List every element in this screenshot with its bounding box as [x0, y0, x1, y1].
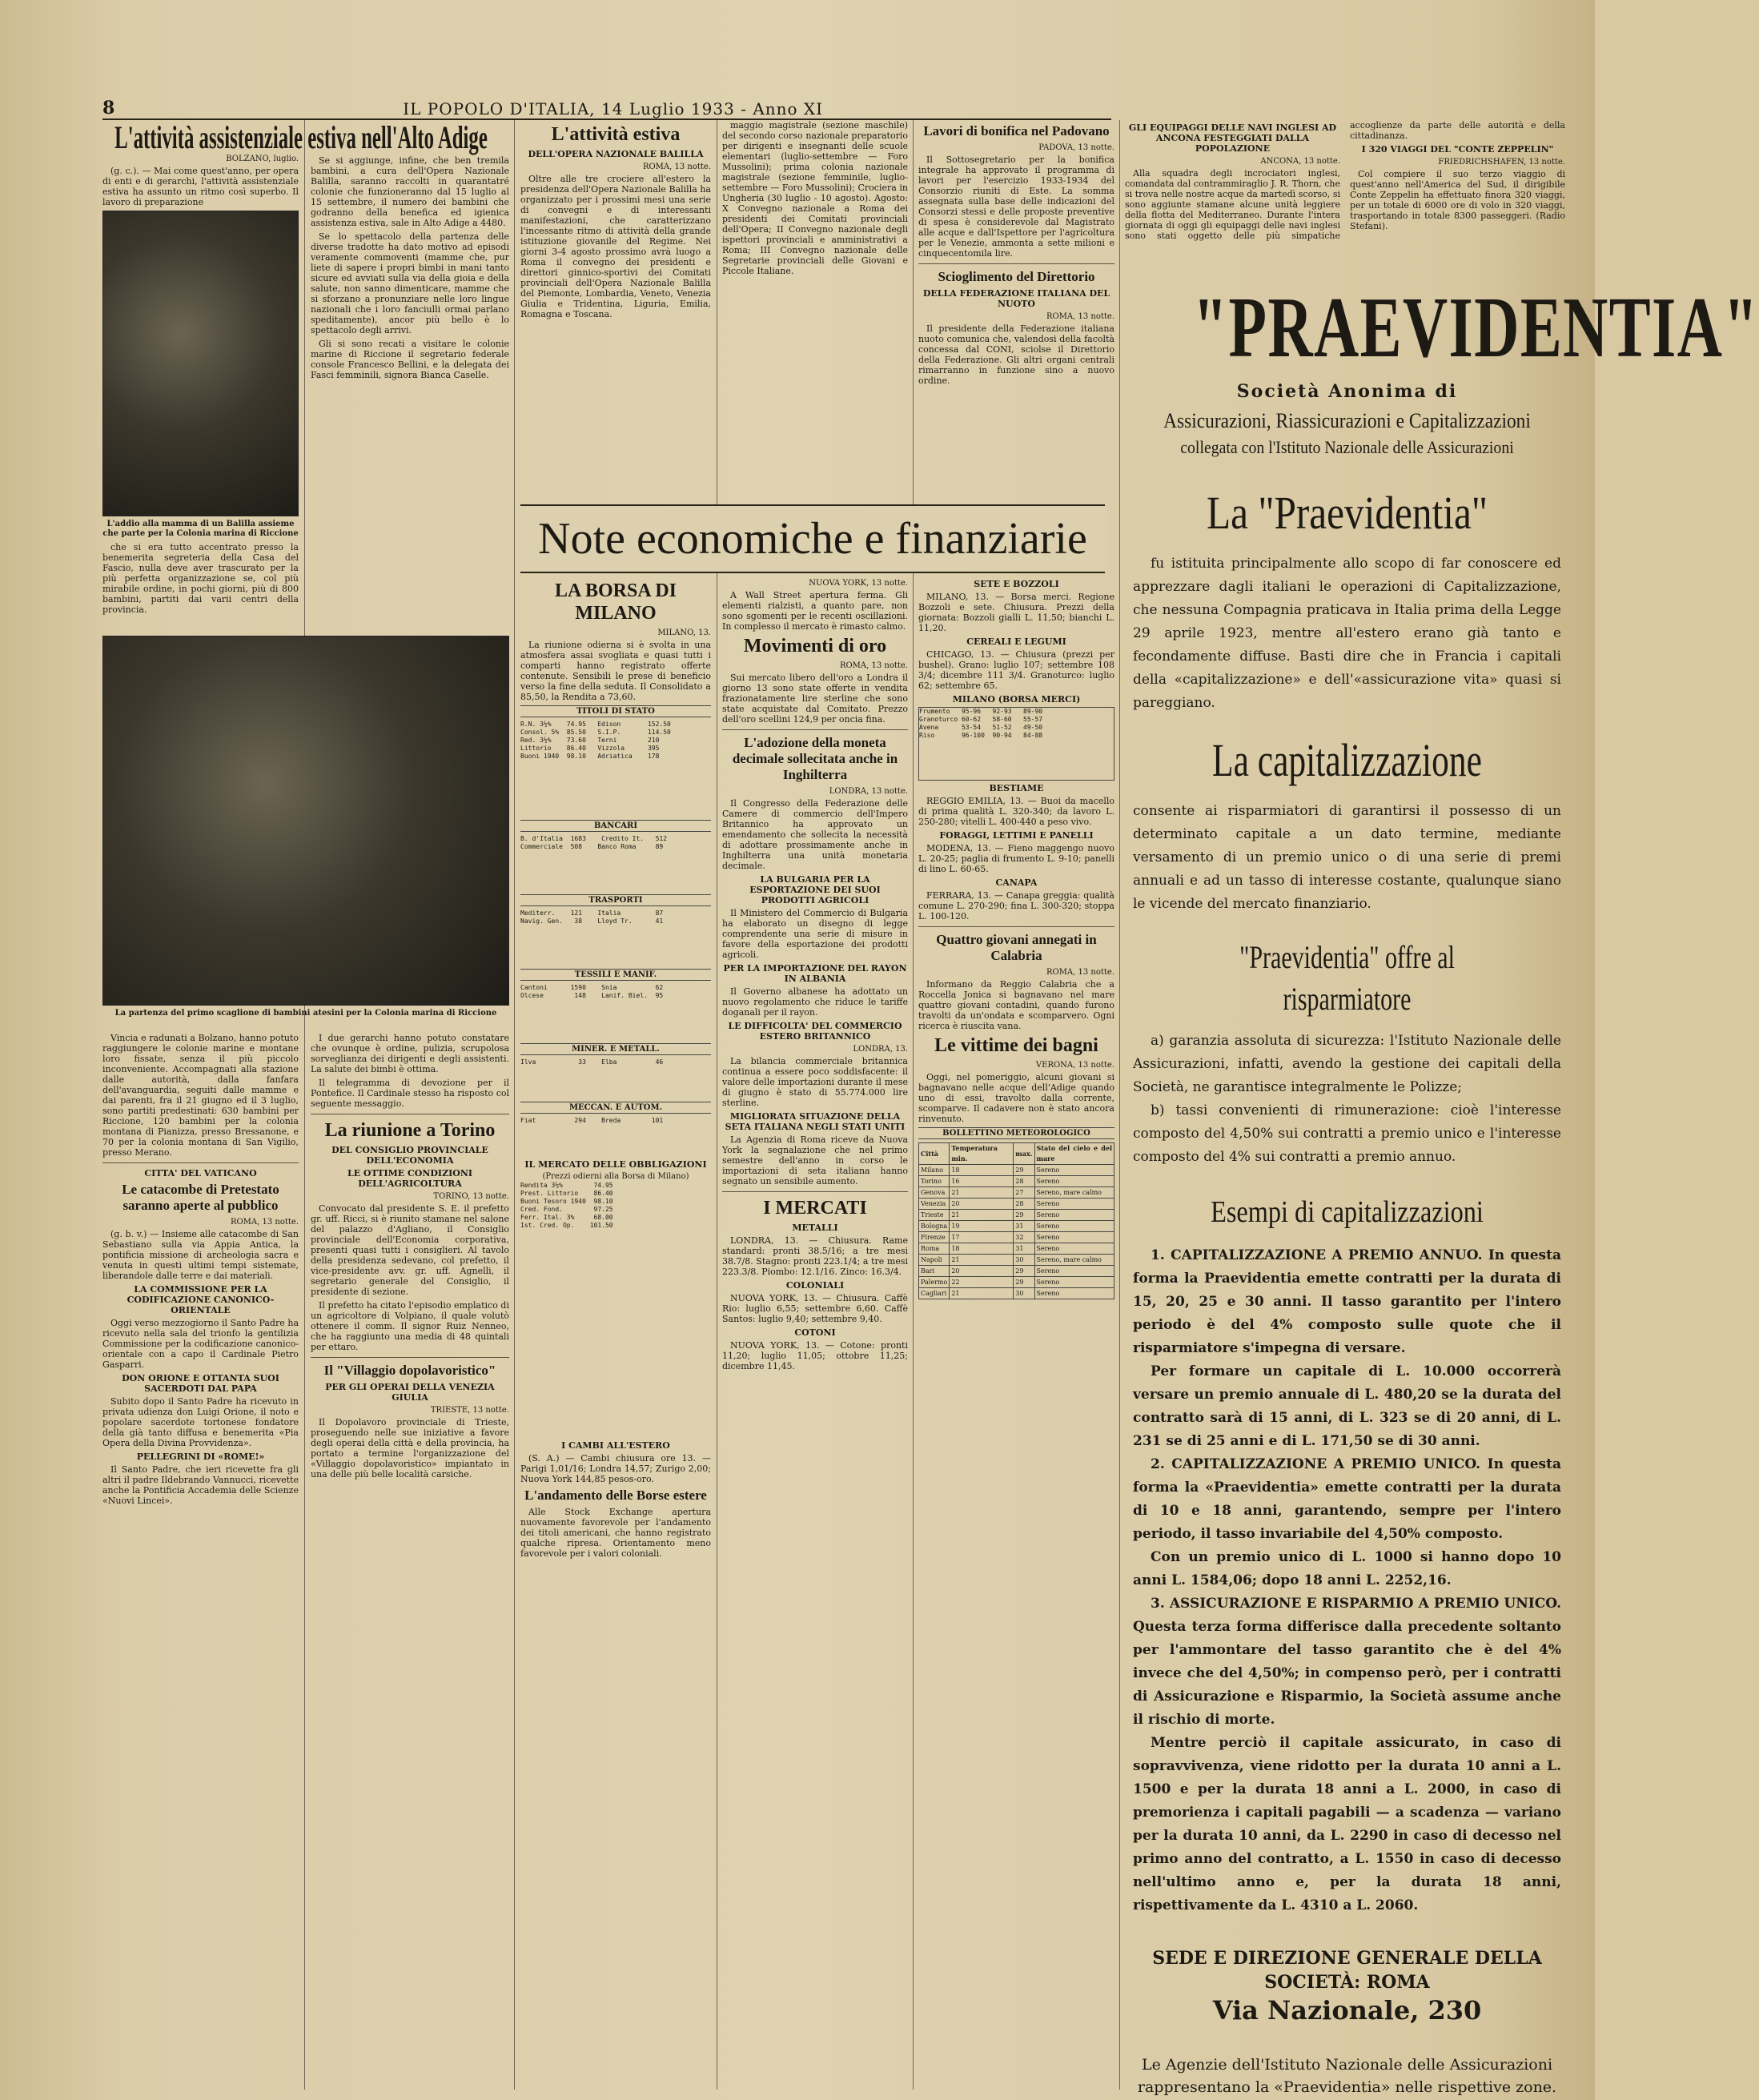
- column-mercati: [918, 576, 1114, 2090]
- dateline: ROMA, 13 notte.: [230, 1218, 299, 1227]
- article-body: A Wall Street apertura ferma. Gli elementi rialzisti, a quanto pare, non sono sgomenti per le recenti oscillazioni. In complesso il mercato è rimasto calmo.: [722, 590, 908, 632]
- article-title-borse-estere: L'andamento delle Borse estere: [524, 1488, 707, 1503]
- table-row: Napoli 21 30 Sereno, mare calmo: [919, 1255, 1114, 1266]
- dateline: ROMA, 13 notte.: [1046, 968, 1114, 977]
- table-row: Trieste 21 29 Sereno: [919, 1210, 1114, 1221]
- article-title-alto-adige: L'attività assistenziale estiva nell'Alto Adige: [114, 119, 488, 155]
- article-body: Gli si sono recati a visitare le colonie marine di Riccione il segretario federale console Francesco Bellini, e la delegata dei Fasci femminili, signora Bianca Caselle.: [311, 339, 509, 380]
- article-body: I due gerarchi hanno potuto constatare che ovunque è ordine, pulizia, scrupolosa sorveglianza dei dirigenti e degli assistenti. La salute dei bimbi è ottima.: [311, 1033, 509, 1074]
- article-body: Col compiere il suo terzo viaggio di quest'anno nell'America del Sud, il dirigibile Conte Zeppelin ha effettuato finora 320 viaggi, per un totale di 6000 ore di volo in 320 viaggi, trasportando in totale 8300 passeggeri. (Radio Stefani).: [1350, 169, 1565, 231]
- article-body: Se si aggiunge, infine, che ben tremila bambini, a cura dell'Opera Nazionale Balilla, saranno raccolti in quarantatré colonie che funzioneranno dal 15 luglio al 15 settembre, il numero dei bambini che godranno della benefica ed igienica assistenza estiva, sale in Alto Adige a 4480.: [311, 155, 509, 228]
- article-body: La riunione odierna si è svolta in una atmosfera assai svogliata e quasi tutti i comparti hanno registrato offerte contenute. Sensibili le prese di beneficio verso la fine della seduta. Il Consolidato a 85,50, la Rendita a 73,60.: [520, 640, 711, 702]
- subhead: COLONIALI: [785, 1280, 845, 1291]
- subhead: CANAPA: [995, 877, 1038, 888]
- article-body: Il Congresso della Federazione delle Camere di commercio dell'Impero Britannico ha approvato un emendamento che sollecita la necessità di adottare prossimamente anche in Inghilterra una unità monetaria decimale.: [722, 798, 908, 871]
- column-5-top: [918, 120, 1114, 496]
- stock-table: R.N. 3½% 74.95 Edison 152.50 Consol. 5% 85.50 S.I.P. 114.50 Red. 3½% 73.60 Terni 210 Littorio 86.40 Vizzola 395 Buoni 1940 98.10 Adriatica 178: [520, 721, 671, 760]
- article-body: Oltre alle tre crociere all'estero la presidenza dell'Opera Nazionale Balilla ha organizzato per i prossimi mesi una serie di convegni e di interessanti manifestazioni, che caratterizzano l'incessante ritmo di attività della grande istituzione giovanile del Regime. Nei giorni 3-4 agosto prossimo avrà luogo a Roma il convegno dei presidenti e direttori ginnico-sportivi dei Comitati provinciali dell'Opera Nazionale Balilla del Piemonte, Lombardia, Veneto, Venezia Giulia e Tridentina, Liguria, Emilia, Romagna e Toscana.: [520, 174, 711, 319]
- article-body: MILANO, 13. — Borsa merci. Regione Bozzoli e sete. Chiusura. Prezzi della giornata: Bozzoli gialli L. 11,50; bianchi L. 11,20.: [918, 592, 1114, 633]
- section-title-mercati: I MERCATI: [763, 1198, 867, 1219]
- article-title-moneta-decimale: L'adozione della moneta decimale sollecitata anche in Inghilterra: [732, 735, 898, 782]
- subhead: SETE E BOZZOLI: [974, 579, 1059, 589]
- article-body: La Agenzia di Roma riceve da Nuova York la segnalazione che nel primo semestre dell'anno in corso le importazioni di seta italiana hanno segnato un sensibile aumento.: [722, 1134, 908, 1187]
- table-row: Firenze 17 32 Sereno: [919, 1232, 1114, 1243]
- article-body: (S. A.) — Cambi chiusura ore 13. — Parigi 1,01/16; Londra 14,57; Zurigo 2,00; Nuova York 144,85 pesos-oro.: [520, 1453, 711, 1484]
- section-vatican: CITTA' DEL VATICANO: [144, 1168, 257, 1178]
- dateline: ANCONA, 13 notte.: [1260, 157, 1340, 166]
- subhead: FORAGGI, LETTIMI E PANELLI: [939, 830, 1094, 841]
- ad-subtitle: Società Anonima di: [1236, 381, 1458, 402]
- subhead: LE OTTIME CONDIZIONI DELL'AGRICOLTURA: [347, 1168, 473, 1189]
- photo-caption: La partenza del primo scaglione di bambini atesini per la Colonia marina di Riccione: [114, 1009, 497, 1018]
- column-rule: [1119, 120, 1120, 2090]
- dateline: LONDRA, 13 notte.: [829, 787, 908, 796]
- article-body: La bilancia commerciale britannica continua a essere poco soddisfacente: il valore delle importazioni durante il mese di giugno è stato di 55.774.000 lire sterline.: [722, 1056, 908, 1108]
- article-body: Il Sottosegretario per la bonifica integrale ha approvato il programma di lavori per l'esercizio 1933-1934 del Consorzio riuniti di Este. La somma assegnata sulla base delle indicazioni del Consorzi stessi e delle proposte preventive di spesa è considerevole dal Magistrato alle acque e dall'Ispettore per l'agricoltura per le Venezie, ammonta a sette milioni e cinquecentomila lire.: [918, 155, 1114, 259]
- article-title-cambi-estero: I CAMBI ALL'ESTERO: [561, 1440, 670, 1451]
- subhead: DELLA FEDERAZIONE ITALIANA DEL NUOTO: [922, 288, 1110, 309]
- column-3-top: [520, 120, 711, 496]
- column-rule: [913, 120, 914, 2090]
- ad-brand: "PRAEVIDENTIA": [1192, 280, 1759, 375]
- ad-subtitle: collegata con l'Istituto Nazionale delle Assicurazioni: [1180, 437, 1514, 457]
- article-title-calabria: Quattro giovani annegati in Calabria: [936, 932, 1097, 963]
- ad-paragraph: Con un premio unico di L. 1000 si hanno dopo 10 anni L. 1584,06; dopo 18 anni L. 2252,16.: [1133, 1549, 1561, 1588]
- table-row: Venezia 20 28 Sereno: [919, 1199, 1114, 1210]
- article-body: Se lo spettacolo della partenza delle diverse tradotte ha dato motivo ad episodi veramente commoventi (mamme che, pur liete di sapere i propri bimbi in mani tanto sicure ed avviati sulla via della gioia e della salute, non sanno dimenticare, mamme che si sforzano a pronunziare nelle loro lingue nazionali che i loro fanciulli ormai parlano speditamente), ancor più bello è lo spettacolo degli arrivi.: [311, 231, 509, 335]
- article-body: CHICAGO, 13. — Chiusura (prezzi per bushel). Grano: luglio 107; settembre 108 3/4; dicembre 111 3/4. Granoturco: luglio 62; settembre 65.: [918, 649, 1114, 691]
- stock-table: Mediterr. 121 Italia 87 Navig. Gen. 38 Lloyd Tr. 41: [520, 909, 664, 925]
- article-title-oro: Movimenti di oro: [743, 636, 887, 657]
- ad-paragraph: 1. CAPITALIZZAZIONE A PREMIO ANNUO. In questa forma la Praevidentia emette contratti per la durata di 15, 20, 25 e 30 anni. Il tasso garantito per l'intero periodo è del 4% composto sulle quote che il risparmiatore s'impegna di versare.: [1133, 1247, 1561, 1356]
- article-title-commercio-britannico: LE DIFFICOLTA' DEL COMMERCIO ESTERO BRITANNICO: [728, 1021, 902, 1042]
- dateline: NUOVA YORK, 13 notte.: [809, 579, 908, 588]
- article-body: Alle Stock Exchange apertura nuovamente favorevole per l'andamento dei titoli americani, che hanno registrato qualche ripresa. Orientamento meno favorevole per i valori coloniali.: [520, 1507, 711, 1559]
- meteo-title: BOLLETTINO METEOROLOGICO: [918, 1127, 1114, 1139]
- ad-address: Via Nazionale, 230: [1212, 1995, 1482, 2026]
- table-row: Cagliari 21 30 Sereno: [919, 1288, 1114, 1299]
- masthead: IL POPOLO D'ITALIA, 14 Luglio 1933 - Anno XI: [403, 99, 824, 118]
- stock-table: Fiat 294 Breda 101: [520, 1117, 664, 1124]
- ad-footer: Le Agenzie dell'Istituto Nazionale delle Assicurazioni rappresentano la «Praevidentia» nelle rispettive zone.: [1137, 2056, 1557, 2096]
- ad-paragraph: a) garanzia assoluta di sicurezza: l'Istituto Nazionale delle Assicurazioni, infatti, avendo la gestione dei capitali della Società, ne garantisce integralmente le Polizze;: [1133, 1033, 1561, 1095]
- column-6-top: [1125, 120, 1565, 280]
- article-body: FERRARA, 13. — Canapa greggia: qualità comune L. 270-290; fina L. 300-320; stoppa L. 100-120.: [918, 890, 1114, 922]
- photo-block-2: [102, 632, 509, 1025]
- article-title-seta: MIGLIORATA SITUAZIONE DELLA SETA ITALIANA NEGLI STATI UNITI: [725, 1111, 906, 1132]
- subhead: DON ORIONE E OTTANTA SUOI SACERDOTI DAL PAPA: [122, 1373, 279, 1394]
- article-title-zeppelin: I 320 VIAGGI DEL "CONTE ZEPPELIN": [1361, 144, 1554, 155]
- article-body: Sui mercato libero dell'oro a Londra il giorno 13 sono state offerte in vendita frazionatamente lire sterline che sono state acquistate dal Comitato. Prezzo dell'oro scellini 124,9 per oncia fina.: [722, 673, 908, 725]
- table-row: Roma 18 31 Sereno: [919, 1243, 1114, 1255]
- article-title-bulgaria: LA BULGARIA PER LA ESPORTAZIONE DEI SUOI PRODOTTI AGRICOLI: [749, 874, 881, 905]
- commodity-table: Frumento 95-96 92-93 89-90 Granoturco 60-62 58-60 55-57 Avena 53-54 51-52 49-50 Riso 96-100 90-94 84-88: [918, 707, 1114, 781]
- article-title-bonifica: Lavori di bonifica nel Padovano: [923, 123, 1110, 139]
- article-body: maggio magistrale (sezione maschile) del secondo corso nazionale preparatorio per dirigenti e insegnanti delle scuole elementari (luglio-settembre — Foro Mussolini); prima colonia nazionale magistrale (sezione femminile, luglio-settembre — Foro Mussolini); Crociera in Ungheria (30 luglio - 10 agosto). Agosto: X Convegno nazionale a Roma dei presidenti dei Comitati provinciali dell'Opera; II Convegno nazionale degli ispettori provinciali e amministrativi a Roma; III Convegno nazionale delle Segretarie provinciali delle Giovani e Piccole Italiane.: [722, 120, 908, 276]
- column-rule: [304, 120, 305, 2090]
- article-body: Oggi verso mezzogiorno il Santo Padre ha ricevuto nella sala del trionfo la gentilizia Commissione per la codificazione canonico-orientale con a capo il Cardinale Pietro Gasparri.: [102, 1318, 299, 1370]
- article-title-bagni: Le vittime dei bagni: [934, 1035, 1098, 1056]
- article-body: Il Governo albanese ha adottato un nuovo regolamento che riduce le tariffe doganali per il rayon.: [722, 986, 908, 1018]
- table-head: BANCARI: [520, 820, 711, 832]
- column-rule: [514, 120, 515, 2090]
- page-header: [102, 94, 1111, 120]
- article-body: LONDRA, 13. — Chiusura. Rame standard: pronti 38.5/16; a tre mesi 38.7/8. Stagno: pronti 223.1/4; a tre mesi 223.3/8. Piombo: 12.1/16. Zinco: 16.3/4.: [722, 1235, 908, 1277]
- ad-paragraph: b) tassi convenienti di rimunerazione: cioè l'interesse composto del 4,50% sui contratti a premio unico e l'interesse composto del 4% sui contratti a premio annuo.: [1133, 1102, 1561, 1165]
- table-row: Palermo 22 29 Sereno: [919, 1277, 1114, 1288]
- table-head: TRASPORTI: [520, 894, 711, 906]
- dateline: ROMA, 13 notte.: [839, 661, 908, 670]
- dateline: TORINO, 13 notte.: [433, 1192, 509, 1201]
- photo-mother-balilla: [102, 211, 299, 516]
- article-body: Vincia e radunati a Bolzano, hanno potuto raggiungere le colonie marine e montane loro fissate, senza il più piccolo inconveniente. Accompagnati alla stazione dalle autorità, dalla fanfara dell'avanguardia, seguiti dalle mamme e dai parenti, fra il 21 giugno ed il 3 luglio, sono partiti predestinati: 630 bambini per Riccione, 120 bambini per la colonia montana di Pianizza, presso Bressanone, e 70 per la colonia montana di San Vigilio, presso Merano.: [102, 1033, 299, 1158]
- subhead: PELLEGRINI DI «ROME!»: [136, 1452, 265, 1462]
- article-body: MODENA, 13. — Fieno maggengo nuovo L. 20-25; paglia di frumento L. 9-10; panelli di lino L. 60-65.: [918, 843, 1114, 874]
- article-body: Oggi, nel pomeriggio, alcuni giovani si bagnavano nelle acque dell'Adige quando uno di essi, travolto dalla corrente, scomparve. Il cadavere non è stato ancora rinvenuto.: [918, 1072, 1114, 1124]
- ad-heading: La "Praevidentia": [1207, 487, 1488, 539]
- table-row: Milano 18 29 Sereno: [919, 1165, 1114, 1176]
- ad-paragraph: Per formare un capitale di L. 10.000 occorrerà versare un premio annuale di L. 480,20 se la durata del contratto sarà di 15 anni, di L. 323 se di 20 anni, di L. 231 se di 25 anni e di L. 171,50 se di 30 anni.: [1133, 1363, 1561, 1449]
- column-4-top: [722, 120, 908, 496]
- article-body: che si era tutto accentrato presso la benemerita segreteria della Casa del Fascio, nulla deve aver trascurato per la più perfetta organizzazione se, col più mirabile ordine, in pochi giorni, più di 800 bambini, partiti dai varii centri della provincia.: [102, 542, 299, 615]
- table-row: Genova 21 27 Sereno, mare calmo: [919, 1187, 1114, 1199]
- table-head: MINER. E METALL.: [520, 1043, 711, 1055]
- subhead: IL MERCATO DELLE OBBLIGAZIONI: [524, 1159, 707, 1170]
- article-title-rayon: PER LA IMPORTAZIONE DEL RAYON IN ALBANIA: [723, 963, 907, 984]
- photo-departure-children: [102, 636, 509, 1006]
- ad-paragraph: 2. CAPITALIZZAZIONE A PREMIO UNICO. In questa forma la «Praevidentia» emette contratti per la durata di 10 e 18 anni, garantendo, sempre per l'intero periodo, il tasso invariabile del 4,50% composto.: [1133, 1456, 1561, 1542]
- subhead: METALLI: [792, 1223, 838, 1233]
- article-title-torino: La riunione a Torino: [324, 1120, 496, 1141]
- ad-paragraph: 3. ASSICURAZIONE E RISPARMIO A PREMIO UNICO. Questa terza forma differisce dalla precedente soltanto per l'ammontare del tasso garantito che è del 4% invece che del 4,50%; in compenso però, per i contratti di Assicurazione e Risparmio, la Società assume anche il rischio di morte.: [1133, 1596, 1561, 1728]
- table-row: Bologna 19 31 Sereno: [919, 1221, 1114, 1232]
- photo-caption: L'addio alla mamma di un Balilla assieme che parte per la Colonia marina di Riccione: [102, 520, 299, 538]
- subhead: COTONI: [794, 1327, 836, 1338]
- ad-heading: La capitalizzazione: [1212, 734, 1482, 786]
- article-title-navi-inglesi: GLI EQUIPAGGI DELLE NAVI INGLESI AD ANCONA FESTEGGIATI DALLA POPOLAZIONE: [1128, 122, 1337, 154]
- ad-sede: SEDE E DIREZIONE GENERALE DELLA SOCIETÀ: ROMA: [1152, 1948, 1542, 1993]
- article-body: Il Ministero del Commercio di Bulgaria ha elaborato un disegno di legge comprendente una serie di misure in favore della esportazione dei prodotti agricoli.: [722, 908, 908, 960]
- ad-heading: Esempi di capitalizzazioni: [1211, 1195, 1484, 1229]
- article-title-nuoto: Scioglimento del Direttorio: [938, 269, 1095, 284]
- article-body: Il telegramma di devozione per il Pontefice. Il Cardinale stesso ha risposto col seguente messaggio.: [311, 1078, 509, 1109]
- article-title-borsa: LA BORSA DI MILANO: [554, 580, 677, 624]
- article-body: Convocato dal presidente S. E. il prefetto gr. uff. Ricci, si è riunito stamane nel salone del palazzo d'Agliano, il Consiglio provinciale dell'Economia corporativa, presenti quasi tutti i consiglieri. Al tavolo della presidenza sedevano, col prefetto, il vice-presidente avv. gr. uff. Agnelli, il segretario generale del Consiglio, il presidente di sezione.: [311, 1203, 509, 1297]
- bonds-table: Rendita 3½% 74.95 Prest. Littorio 86.40 Buoni Tesoro 1940 98.10 Cred. Fond. 97.25 Ferr. Ital. 3% 68.00 Ist. Cred. Op. 101.50: [520, 1182, 613, 1229]
- subhead: PER GLI OPERAI DELLA VENEZIA GIULIA: [325, 1382, 495, 1403]
- meteo-table: Città Temperatura min. max. Stato del cielo e del mare Milano 18 29 Sereno Torino 16 28 Sereno Genova 21 27 Sereno, mare calmo Venezia 20 28 Sereno Trieste 21 29 Sereno Bologna 19 31 Sereno Firenze 17 32 Sereno Roma 18 31 Sereno Napoli 21 30 Sereno, mare calmo Bari 20 29 Sereno Palermo 22 29 Sereno Cagliari 21 30 Sereno: [918, 1142, 1114, 1299]
- table-row: Torino 16 28 Sereno: [919, 1176, 1114, 1187]
- column-2-lower: [311, 1033, 509, 2090]
- dateline: ROMA, 13 notte.: [1046, 312, 1114, 321]
- article-title-dopolavoro: Il "Villaggio dopolavoristico": [323, 1363, 496, 1378]
- dateline: ROMA, 13 notte.: [642, 163, 711, 171]
- dateline: MILANO, 13.: [657, 628, 711, 637]
- page-number: 8: [102, 98, 115, 118]
- article-body: Subito dopo il Santo Padre ha ricevuto in privata udienza don Luigi Orione, il noto e popolare sacerdote tortonese fondatore della già tanto diffusa e benemerita «Pia Opera della Divina Provvidenza».: [102, 1396, 299, 1448]
- subhead: LA COMMISSIONE PER LA CODIFICAZIONE CANONICO-ORIENTALE: [127, 1284, 275, 1315]
- article-body: Informano da Reggio Calabria che a Roccella Jonica si bagnavano nel mare quattro giovani contadini, quando furono travolti da un'ondata e scomparvero. Ogni ricerca è riuscita vana.: [918, 979, 1114, 1031]
- ad-paragraph: consente ai risparmiatori di garantirsi il possesso di un determinato capitale a un dato termine, mediante versamento di un premio unico o di una serie di premi annuali e ad un tasso di interesse costante, qualunque siano le vicende del mercato finanziario.: [1133, 803, 1561, 912]
- article-body: Alla squadra degli incrociatori inglesi, comandata dal contrammiraglio J. R. Thorn, che si trova nelle nostre acque da martedì scorso, si sono aggiunte stamane alcune unità leggiere della flotta del Mediterraneo. Durante l'intera giornata di oggi gli equipaggi delle navi inglesi sono stati oggetto delle più simpatiche accoglienze da parte delle autorità e della cittadinanza.: [1125, 120, 1565, 241]
- ad-heading: "Praevidentia" offre al risparmiatore: [1239, 939, 1455, 1017]
- article-body: REGGIO EMILIA, 13. — Buoi da macello di prima qualità L. 320-340; da lavoro L. 250-280; vitelli L. 400-440 a peso vivo.: [918, 796, 1114, 827]
- article-body: (g. b. v.) — Insieme alle catacombe di San Sebastiano sulla via Appia Antica, la pontificia missione di archeologia sacra e venuta in questi ultimi tempi sistemate, liberandole dalle terre e dai materiali.: [102, 1229, 299, 1281]
- table-head: MECCAN. E AUTOM.: [520, 1102, 711, 1114]
- ad-paragraph: Mentre perciò il capitale assicurato, in caso di sopravvivenza, viene ridotto per la durata 10 anni a L. 1500 e per la durata 18 anni a L. 2000, in caso di premorienza i capitali pagabili — a scadenza — variano per la durata 10 anni, da L. 2290 in caso di decesso nel primo anno del contratto, a L. 1550 in caso di decesso nell'ultimo anno e, per la durata 18 anni, rispettivamente da L. 4310 a L. 2060.: [1133, 1735, 1561, 1913]
- subhead: DEL CONSIGLIO PROVINCIALE DELL'ECONOMIA: [331, 1145, 488, 1166]
- table-head: TESSILI E MANIF.: [520, 969, 711, 981]
- dateline: VERONA, 13 notte.: [1035, 1061, 1114, 1070]
- ad-paragraph: fu istituita principalmente allo scopo di far conoscere ed apprezzare dagli italiani le operazioni di Capitalizzazione, che nessuna Compagnia praticava in Italia prima della Legge 29 aprile 1923, mentre all'estero erano già tanto e fecondamente diffuse. Basti dire che in Francia i capitali della «capitalizzazione» e dell'«assicurazione vita» quasi si pareggiano.: [1133, 556, 1561, 711]
- ad-subtitle: Assicurazioni, Riassicurazioni e Capitalizzazioni: [1163, 409, 1531, 432]
- stock-table: Ilva 33 Elba 46: [520, 1058, 664, 1066]
- subhead: MILANO (BORSA MERCI): [952, 694, 1081, 705]
- column-1-lower: [102, 1033, 299, 2090]
- dateline: BOLZANO, luglio.: [226, 155, 299, 163]
- table-row: Bari 20 29 Sereno: [919, 1266, 1114, 1277]
- subhead: DELL'OPERA NAZIONALE BALILLA: [528, 149, 704, 159]
- dateline: LONDRA, 13.: [853, 1045, 908, 1054]
- table-head: TITOLI DI STATO: [520, 705, 711, 717]
- dateline: PADOVA, 13 notte.: [1038, 143, 1114, 152]
- dateline: FRIEDRICHSHAFEN, 13 notte.: [1438, 158, 1565, 167]
- dateline: TRIESTE, 13 notte.: [430, 1406, 509, 1415]
- subhead: BESTIAME: [989, 783, 1044, 793]
- stock-table: B. d'Italia 1683 Credito It. 512 Commerciale 508 Banco Roma 89: [520, 835, 668, 850]
- column-2-top: [311, 120, 509, 608]
- article-body: Il presidente della Federazione italiana nuoto comunica che, valendosi della facoltà concessa dal CONI, sciolse il Direttorio della Federazione. Gli altri organi centrali rimarranno in funzione sino a nuovo ordine.: [918, 323, 1114, 386]
- article-body: Il Dopolavoro provinciale di Trieste, proseguendo nelle sue iniziative a favore degli operai della città e della provincia, ha portato a termine l'organizzazione del «Villaggio dopolavoristico» impiantato in una delle più belle località carsiche.: [311, 1417, 509, 1480]
- subhead-note: (Prezzi odierni alla Borsa di Milano): [542, 1172, 689, 1181]
- article-body: Il prefetto ha citato l'episodio emplatico di un agricoltore di Volpiano, il quale volutò ottenere il comm. Il signor Ruiz Nenneo, che ha raggiunto una media di 48 quintali per ettaro.: [311, 1300, 509, 1352]
- article-body: NUOVA YORK, 13. — Chiusura. Caffè Rio: luglio 6,55; settembre 6,60. Caffè Santos: luglio 9,40; settembre 9,40.: [722, 1293, 908, 1324]
- article-body: Il Santo Padre, che ieri ricevette fra gli altri il padre Ildebrando Vannucci, ricevette anche la Pontificia Accademia delle Scienze «Nuovi Lincei».: [102, 1464, 299, 1506]
- column-newyork: [722, 576, 908, 2090]
- article-lead: (g. c.). — Mai come quest'anno, per opera di enti e di gerarchi, l'attività assistenziale estiva ha assunto un ritmo così superbo. Il lavoro di preparazione: [102, 166, 299, 207]
- article-title-catacombe: Le catacombe di Pretestato saranno aperte al pubblico: [122, 1182, 279, 1213]
- article-title-attivita-estiva: L'attività estiva: [551, 124, 681, 145]
- article-body: NUOVA YORK, 13. — Cotone: pronti 11,20; luglio 11,05; ottobre 11,25; dicembre 11,45.: [722, 1340, 908, 1371]
- column-borsa: [520, 576, 711, 2090]
- advertisement-praevidentia: [1133, 280, 1759, 2096]
- section-banner-economia: Note economiche e finanziarie: [520, 504, 1105, 573]
- subhead: CEREALI E LEGUMI: [966, 636, 1066, 647]
- stock-table: Cantoni 1590 Snia 62 Olcese 148 Lanif. Biel. 95: [520, 984, 664, 999]
